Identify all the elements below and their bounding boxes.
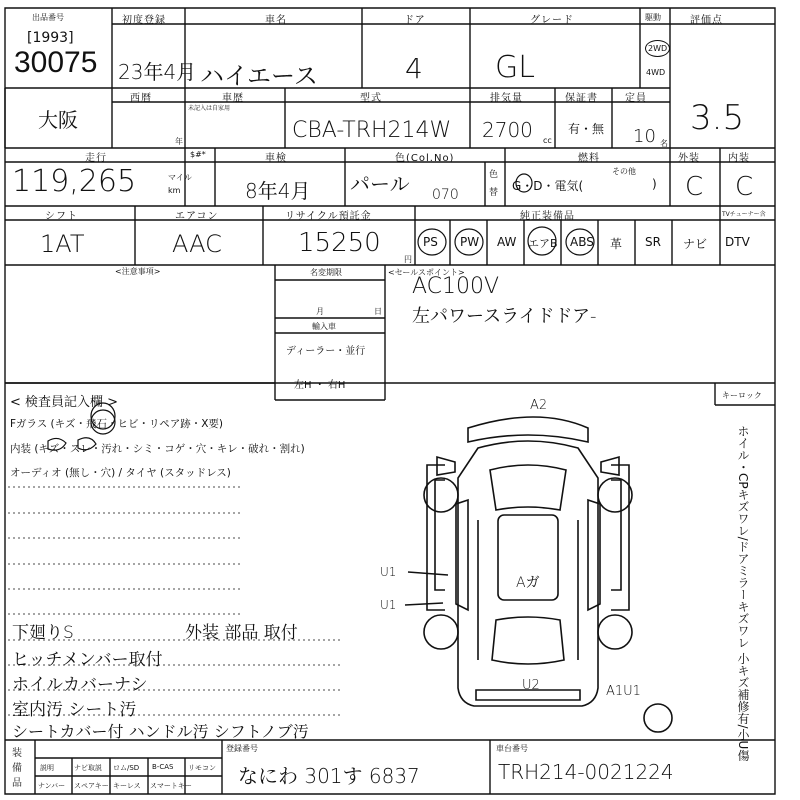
chassis-label: 車台番号 bbox=[496, 744, 528, 753]
color-value: パール bbox=[350, 172, 410, 196]
inspector-line-glass: Fガラス (キズ・飛石・ヒビ・リペア跡・X要) bbox=[10, 418, 224, 430]
inspector-hw-wheelcover: ホイルカバーナシ bbox=[12, 675, 148, 695]
score-value: 3.5 bbox=[690, 98, 745, 138]
lot-label: 出品番号 bbox=[32, 13, 64, 22]
capacity-value: 10 bbox=[633, 126, 656, 147]
history-label: 車歴 bbox=[222, 93, 244, 104]
warranty-label: 保証書 bbox=[565, 93, 598, 104]
chassis-value: TRH214-0021224 bbox=[498, 760, 674, 784]
plate-value: なにわ 301す 6837 bbox=[238, 764, 420, 788]
damage-mark-left-1: U1 bbox=[380, 565, 397, 579]
capacity-unit: 名 bbox=[660, 139, 668, 148]
day-label: 日 bbox=[374, 307, 382, 316]
color-change-label: 色替 bbox=[489, 170, 499, 198]
equip-item-number: ナンバー bbox=[38, 782, 66, 790]
equip-item-keyless: キーレス bbox=[113, 782, 141, 790]
int-value: C bbox=[735, 172, 754, 202]
fuel-close: ) bbox=[652, 177, 657, 191]
option-airbag: エアB bbox=[528, 237, 558, 250]
equip-item-bcas: B-CAS bbox=[152, 763, 174, 771]
ac-value: AAC bbox=[172, 230, 222, 258]
recycle-label: リサイクル預託金 bbox=[285, 211, 372, 222]
tuner-label: TVチューナー含 bbox=[722, 211, 766, 218]
history-note: 未記入は自家用 bbox=[188, 105, 231, 112]
displacement-value: 2700 bbox=[482, 118, 533, 142]
name-value: ハイエース bbox=[200, 62, 318, 90]
inspector-hw-hitch: ヒッチメンバー取付 bbox=[12, 650, 163, 670]
equip-item-rom: ロム/SD bbox=[113, 764, 140, 772]
lot-number: 30075 bbox=[14, 46, 98, 79]
shift-label: シフト bbox=[45, 211, 78, 222]
equip-item-remote: リモコン bbox=[188, 764, 216, 772]
score-label: 評価点 bbox=[690, 15, 723, 26]
fuel-options: G・D・電気( bbox=[512, 179, 584, 193]
option-pw: PW bbox=[460, 235, 480, 249]
grade-label: グレード bbox=[530, 15, 574, 26]
color-label: 色(Col.No) bbox=[395, 153, 455, 164]
location: 大阪 bbox=[38, 108, 78, 132]
drive-2wd: 2WD bbox=[645, 40, 670, 57]
capacity-label: 定員 bbox=[625, 93, 647, 104]
option-ps: PS bbox=[423, 235, 438, 249]
sales-label: <セールスポイント> bbox=[388, 268, 465, 277]
option-dtv: DTV bbox=[725, 235, 750, 249]
int-label: 内装 bbox=[728, 153, 750, 164]
equip-label: 純正装備品 bbox=[520, 211, 575, 222]
option-aw: AW bbox=[497, 235, 517, 249]
first-reg-label: 初度登録 bbox=[122, 15, 166, 26]
year-unit: 年 bbox=[175, 137, 183, 146]
inspector-hw-interior: 室内汚 シート汚 bbox=[12, 700, 137, 720]
model-label: 型式 bbox=[360, 93, 382, 104]
damage-mark-front: A2 bbox=[530, 398, 548, 413]
plate-label: 登録番号 bbox=[226, 744, 258, 753]
inspection-value: 8年4月 bbox=[245, 179, 311, 203]
damage-mark-left-2: U1 bbox=[380, 598, 397, 612]
inspector-title: < 検査員記入欄 > bbox=[10, 395, 119, 410]
color-code: 070 bbox=[432, 187, 459, 203]
equip-item-manual: 説明 bbox=[40, 764, 54, 772]
recycle-value: 15250 bbox=[298, 228, 381, 258]
equipment-label: 装備品 bbox=[12, 748, 22, 789]
equip-item-smart-key: スマートキー bbox=[150, 782, 192, 790]
s-label: $#* bbox=[190, 150, 206, 159]
calendar-label: 西暦 bbox=[130, 93, 152, 104]
year-bracket: [1993] bbox=[27, 30, 74, 46]
owner-change-label: 名変期限 bbox=[310, 268, 342, 277]
fuel-label: 燃料 bbox=[578, 153, 600, 164]
damage-mark-rear: U2 bbox=[522, 678, 540, 693]
caution-label: <注意事項> bbox=[115, 267, 161, 276]
shift-value: 1AT bbox=[40, 230, 85, 258]
side-legend: ホイル・CPキズワレ/ドアミラーキズワレ 小キズ補修有/小U傷 bbox=[736, 425, 750, 762]
door-value: 4 bbox=[405, 52, 423, 85]
mileage-value: 119,265 bbox=[12, 164, 137, 199]
inspector-hw-underbody: 下廻りS bbox=[12, 623, 74, 643]
door-label: ドア bbox=[404, 15, 426, 26]
sales-point-1: AC100V bbox=[412, 274, 500, 299]
fuel-other: その他 bbox=[612, 167, 636, 176]
displacement-unit: cc bbox=[543, 136, 552, 145]
mileage-unit-mile: マイル bbox=[168, 173, 192, 182]
keylock-label: キーロック bbox=[722, 391, 762, 400]
mileage-label: 走行 bbox=[85, 153, 107, 164]
model-value: CBA-TRH214W bbox=[292, 118, 452, 143]
equip-item-navi-manual: ナビ取説 bbox=[74, 764, 102, 772]
warranty-value: 有・無 bbox=[568, 122, 605, 136]
option-abs: ABS bbox=[570, 235, 594, 249]
grade-value: GL bbox=[495, 50, 535, 85]
drive-4wd: 4WD bbox=[646, 68, 666, 77]
first-reg-value: 23年4月 bbox=[118, 60, 197, 84]
inspector-line-interior: 内装 (キズ・スレ・汚れ・シミ・コゲ・穴・キレ・破れ・割れ) bbox=[10, 443, 305, 455]
equip-item-spare-key: スペアキー bbox=[74, 782, 109, 790]
ext-label: 外装 bbox=[678, 153, 700, 164]
name-label: 車名 bbox=[265, 15, 287, 26]
damage-mark-rear-right: A1U1 bbox=[606, 684, 641, 699]
inspector-hw-seatcover: シートカバー付 ハンドル汚 シフトノブ汚 bbox=[12, 722, 309, 741]
drive-label: 駆動 bbox=[645, 13, 661, 22]
month-label: 月 bbox=[316, 307, 324, 316]
dealer-label: ディーラー・並行 bbox=[286, 346, 366, 357]
ext-value: C bbox=[685, 172, 704, 202]
import-label: 輸入車 bbox=[312, 322, 336, 331]
option-sr: SR bbox=[645, 235, 661, 249]
inspector-line-audio-tire: オーディオ (無し・穴) / タイヤ (スタッドレス) bbox=[10, 467, 231, 479]
inspection-label: 車検 bbox=[265, 153, 287, 164]
inspector-hw-parts: 外装 部品 取付 bbox=[185, 623, 298, 643]
option-navi: ナビ bbox=[683, 237, 708, 251]
damage-mark-roof: Aガ bbox=[516, 575, 540, 591]
mileage-unit-km: km bbox=[168, 186, 181, 195]
displacement-label: 排気量 bbox=[490, 93, 523, 104]
ac-label: エアコン bbox=[175, 211, 219, 222]
option-leather: 革 bbox=[610, 237, 623, 251]
steer-label: 左H ・ 右H bbox=[294, 380, 346, 391]
recycle-unit: 円 bbox=[404, 255, 412, 264]
sales-point-2: 左パワースライドドア- bbox=[412, 306, 597, 327]
